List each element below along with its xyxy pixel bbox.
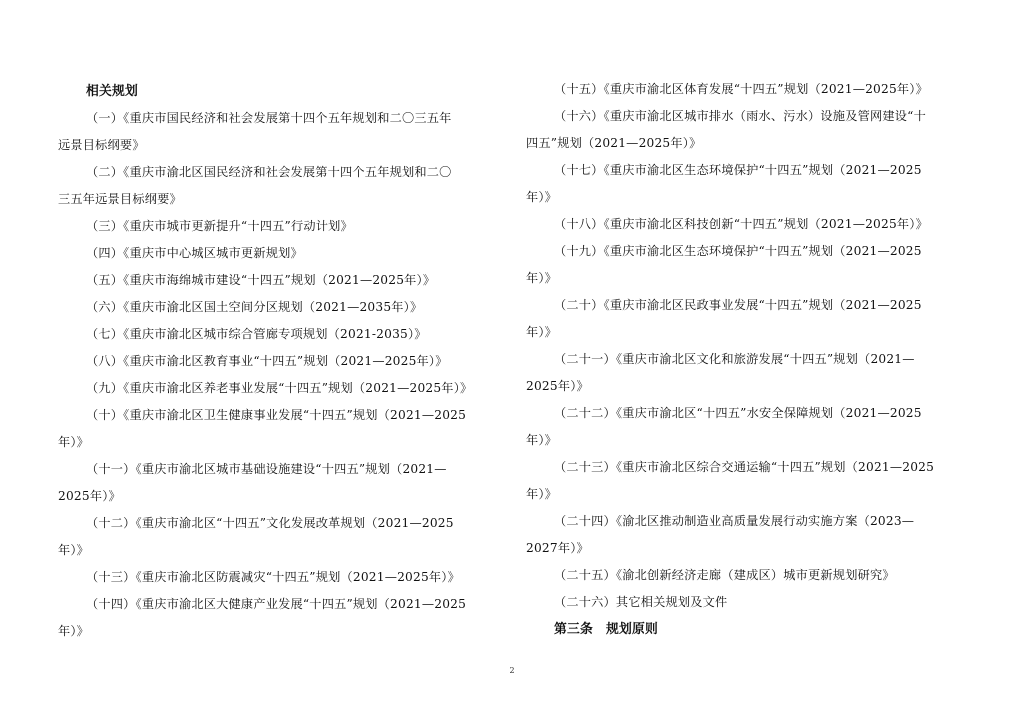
text-line: 四五”规划（2021—2025年）》 [526,136,702,150]
text-line: （八）《重庆市渝北区教育事业“十四五”规划（2021—2025年）》 [86,354,448,368]
text-line: （十四）《重庆市渝北区大健康产业发展“十四五”规划（2021—2025 [86,597,467,611]
text-line: 三五年远景目标纲要》 [58,192,182,206]
text-line: 2025年）》 [526,379,589,393]
text-line: （二十二）《重庆市渝北区“十四五”水安全保障规划（2021—2025 [554,406,922,420]
page-number: 2 [509,666,515,675]
text-line: 年）》 [58,624,90,638]
text-line: （十五）《重庆市渝北区体育发展“十四五”规划（2021—2025年）》 [554,82,928,96]
text-line: （十九）《重庆市渝北区生态环境保护“十四五”规划（2021—2025 [554,244,922,258]
right-column [526,76,972,643]
text-line: （十二）《重庆市渝北区“十四五”文化发展改革规划（2021—2025 [86,516,454,530]
section-heading: 第三条 规划原则 [554,622,658,637]
text-line: 年）》 [526,190,558,204]
text-line: 远景目标纲要》 [58,138,145,152]
text-line: （十一）《重庆市渝北区城市基础设施建设“十四五”规划（2021— [86,462,447,476]
text-line: 年）》 [58,435,90,449]
text-line: 年）》 [526,325,558,339]
text-line: （十三）《重庆市渝北区防震减灾“十四五”规划（2021—2025年）》 [86,570,460,584]
text-line: （一）《重庆市国民经济和社会发展第十四个五年规划和二〇三五年 [86,111,452,125]
text-line: （十七）《重庆市渝北区生态环境保护“十四五”规划（2021—2025 [554,163,922,177]
text-line: 2027年）》 [526,541,589,555]
text-line: （二）《重庆市渝北区国民经济和社会发展第十四个五年规划和二〇 [86,165,452,179]
text-line: （二十五）《渝北创新经济走廊（建成区）城市更新规划研究》 [554,568,895,582]
text-line: （二十六）其它相关规划及文件 [554,595,728,609]
text-line: （三）《重庆市城市更新提升“十四五”行动计划》 [86,219,353,233]
text-line: （二十一）《重庆市渝北区文化和旅游发展“十四五”规划（2021— [554,352,915,366]
text-line: （二十四）《渝北区推动制造业高质量发展行动实施方案（2023— [554,514,915,528]
text-line: （六）《重庆市渝北区国土空间分区规划（2021—2035年）》 [86,300,423,314]
text-line: （七）《重庆市渝北区城市综合管廊专项规划（2021-2035）》 [86,327,427,341]
text-line: 2025年）》 [58,489,121,503]
text-line: （十八）《重庆市渝北区科技创新“十四五”规划（2021—2025年）》 [554,217,928,231]
text-line: （四）《重庆市中心城区城市更新规划》 [86,246,303,260]
section-heading: 相关规划 [86,84,138,99]
left-column [58,78,504,645]
text-line: 年）》 [526,271,558,285]
text-line: （二十三）《重庆市渝北区综合交通运输“十四五”规划（2021—2025 [554,460,935,474]
text-line: 年）》 [58,543,90,557]
text-line: （九）《重庆市渝北区养老事业发展“十四五”规划（2021—2025年）》 [86,381,473,395]
text-line: 年）》 [526,433,558,447]
text-line: （五）《重庆市海绵城市建设“十四五”规划（2021—2025年）》 [86,273,436,287]
text-line: （十）《重庆市渝北区卫生健康事业发展“十四五”规划（2021—2025 [86,408,467,422]
text-line: 年）》 [526,487,558,501]
text-line: （十六）《重庆市渝北区城市排水（雨水、污水）设施及管网建设“十 [554,109,926,123]
text-line: （二十）《重庆市渝北区民政事业发展“十四五”规划（2021—2025 [554,298,922,312]
